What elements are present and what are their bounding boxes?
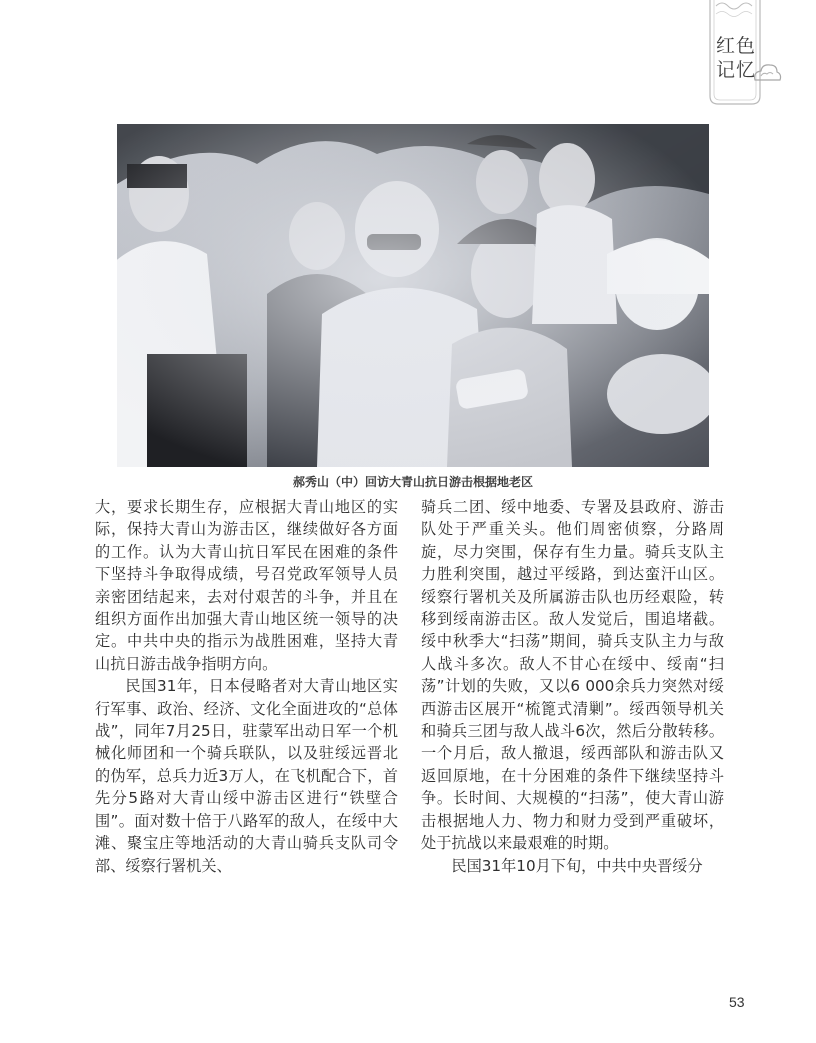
left-text-column xyxy=(95,496,398,877)
column-title: 红色记忆 xyxy=(715,35,756,81)
photo-caption: 郝秀山（中）回访大青山抗日游击根据地老区 xyxy=(292,475,533,489)
historical-photo xyxy=(117,124,709,467)
paragraph: 骑兵二团、绥中地委、专署及县政府、游击队处于严重关头。他们周密侦察，分路周旋，尽力突围，保存有生力量。骑兵支队主力胜利突围，越过平绥路，到达蛮汗山区。绥察行署机关及所属游击队也历经艰险，转移到绥南游击区。敌人发觉后，围追堵截。绥中秋季大“扫荡”期间，骑兵支队主力与敌人战斗多次。敌人不甘心在绥中、绥南“扫荡”计划的失败，又以6 000余兵力突然对绥西游击区展开“梳篦式清剿”。绥西领导机关和骑兵三团与敌人战斗6次，然后分散转移。一个月后，敌人撤退，绥西部队和游击队又返回原地，在十分困难的条件下继续坚持斗争。长时间、大规模的“扫荡”，使大青山游击根据地人力、物力和财力受到严重破坏，处于抗战以来最艰难的时期。 xyxy=(421,498,724,853)
page-number: 53 xyxy=(729,994,745,1010)
paragraph: 民国31年，日本侵略者对大青山地区实行军事、政治、经济、文化全面进攻的“总体战”，同年7月25日，驻蒙军出动日军一个机械化师团和一个骑兵联队，以及驻绥远晋北的伪军，总兵力近3万人，在飞机配合下，首先分5路对大青山绥中游击区进行“铁壁合围”。面对数十倍于八路军的敌人，在绥中大滩、聚宝庄等地活动的大青山骑兵支队司令部、绥察行署机关、 xyxy=(95,677,398,875)
paragraph: 大，要求长期生存，应根据大青山地区的实际，保持大青山为游击区，继续做好各方面的工作。认为大青山抗日军民在困难的条件下坚持斗争取得成绩，号召党政军领导人员亲密团结起来，去对付艰苦的斗争，并且在组织方面作出加强大青山地区统一领导的决定。中共中央的指示为战胜困难，坚持大青山抗日游击战争指明方向。 xyxy=(95,498,398,673)
right-text-column xyxy=(421,496,724,877)
cloud-ornament-icon xyxy=(752,60,782,86)
paragraph: 民国31年10月下旬，中共中央晋绥分 xyxy=(451,856,703,875)
photo-image xyxy=(117,124,709,467)
column-tab xyxy=(706,0,764,106)
